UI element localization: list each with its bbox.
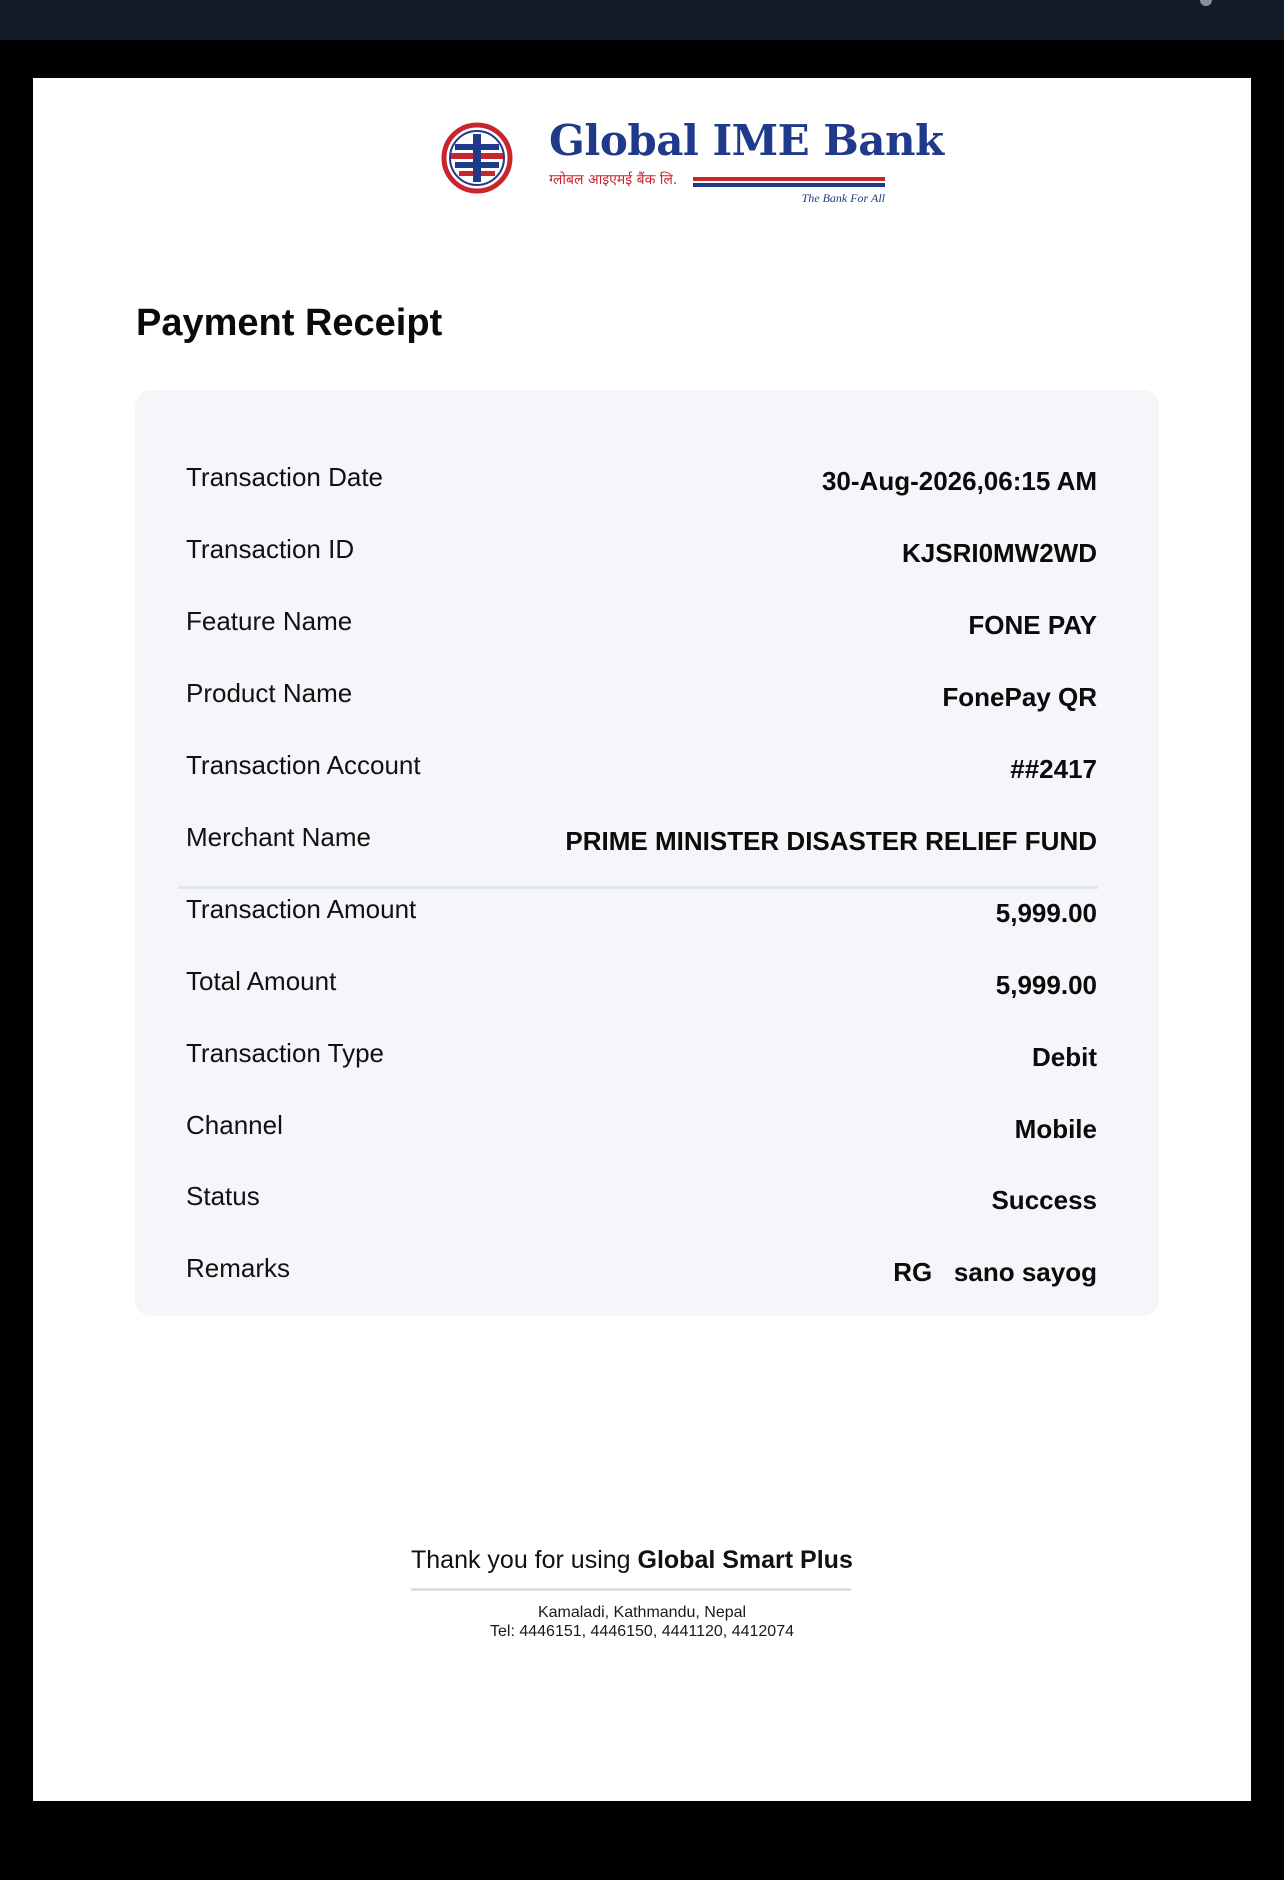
page-title: Payment Receipt xyxy=(136,302,443,344)
bank-local-name: ग्लोबल आइएमई बैंक लि. xyxy=(549,172,678,188)
row-label: Channel xyxy=(186,1110,283,1140)
logo-stripe-blue xyxy=(693,183,885,187)
row-transaction-id xyxy=(135,534,1159,574)
row-feature-name xyxy=(135,606,1159,646)
row-product-name xyxy=(135,678,1159,718)
status-indicator-icon xyxy=(1200,0,1212,6)
row-value: Success xyxy=(991,1185,1097,1215)
row-label: Transaction Type xyxy=(186,1038,384,1068)
row-value: RG sano sayog xyxy=(893,1257,1097,1287)
row-value: FonePay QR xyxy=(942,682,1097,712)
row-transaction-date xyxy=(135,462,1159,502)
row-label: Transaction Amount xyxy=(186,894,417,924)
row-transaction-amount xyxy=(135,894,1159,934)
bank-address: Kamaladi, Kathmandu, Nepal xyxy=(537,1604,747,1621)
row-label: Merchant Name xyxy=(186,822,371,852)
receipt-sheet xyxy=(33,78,1251,1801)
row-value: FONE PAY xyxy=(968,610,1097,640)
receipt-details-card xyxy=(135,390,1159,1316)
bank-logo-icon xyxy=(441,122,513,194)
row-label: Total Amount xyxy=(186,966,337,996)
row-value: 5,999.00 xyxy=(995,970,1097,1000)
row-value: KJSRI0MW2WD xyxy=(901,538,1097,568)
row-total-amount xyxy=(135,966,1159,1006)
card-divider xyxy=(178,886,1098,889)
row-channel xyxy=(135,1110,1159,1150)
row-transaction-account xyxy=(135,750,1159,790)
row-value: 5,999.00 xyxy=(995,898,1097,928)
row-merchant-name xyxy=(135,822,1159,862)
row-label: Product Name xyxy=(186,678,353,708)
thanks-prefix: Thank you for using xyxy=(411,1546,638,1574)
row-label: Remarks xyxy=(186,1253,291,1283)
row-value: PRIME MINISTER DISASTER RELIEF FUND xyxy=(565,826,1097,856)
row-label: Status xyxy=(186,1181,260,1211)
bank-phone: Tel: 4446151, 4446150, 4441120, 4412074 xyxy=(490,1623,794,1640)
logo-stripe-red xyxy=(693,177,885,181)
bank-logo xyxy=(441,116,944,205)
row-value: ##2417 xyxy=(1010,754,1097,784)
row-transaction-type xyxy=(135,1038,1159,1078)
row-status xyxy=(135,1181,1159,1221)
row-value: 30-Aug-2026,06:15 AM xyxy=(821,466,1097,496)
row-value: Debit xyxy=(1032,1042,1097,1072)
row-label: Transaction ID xyxy=(186,534,355,564)
row-label: Transaction Date xyxy=(186,462,384,492)
bank-tagline: The Bank For All xyxy=(801,191,885,205)
row-value: Mobile xyxy=(1014,1114,1097,1144)
thanks-message xyxy=(411,1546,853,1575)
footer-divider xyxy=(411,1588,851,1591)
bank-name: Global IME Bank xyxy=(549,116,944,165)
app-name: Global Smart Plus xyxy=(637,1546,853,1574)
bank-contact xyxy=(33,1603,1251,1641)
row-label: Feature Name xyxy=(186,606,353,636)
row-label: Transaction Account xyxy=(186,750,421,780)
status-bar xyxy=(0,0,1284,40)
row-remarks xyxy=(135,1253,1159,1293)
